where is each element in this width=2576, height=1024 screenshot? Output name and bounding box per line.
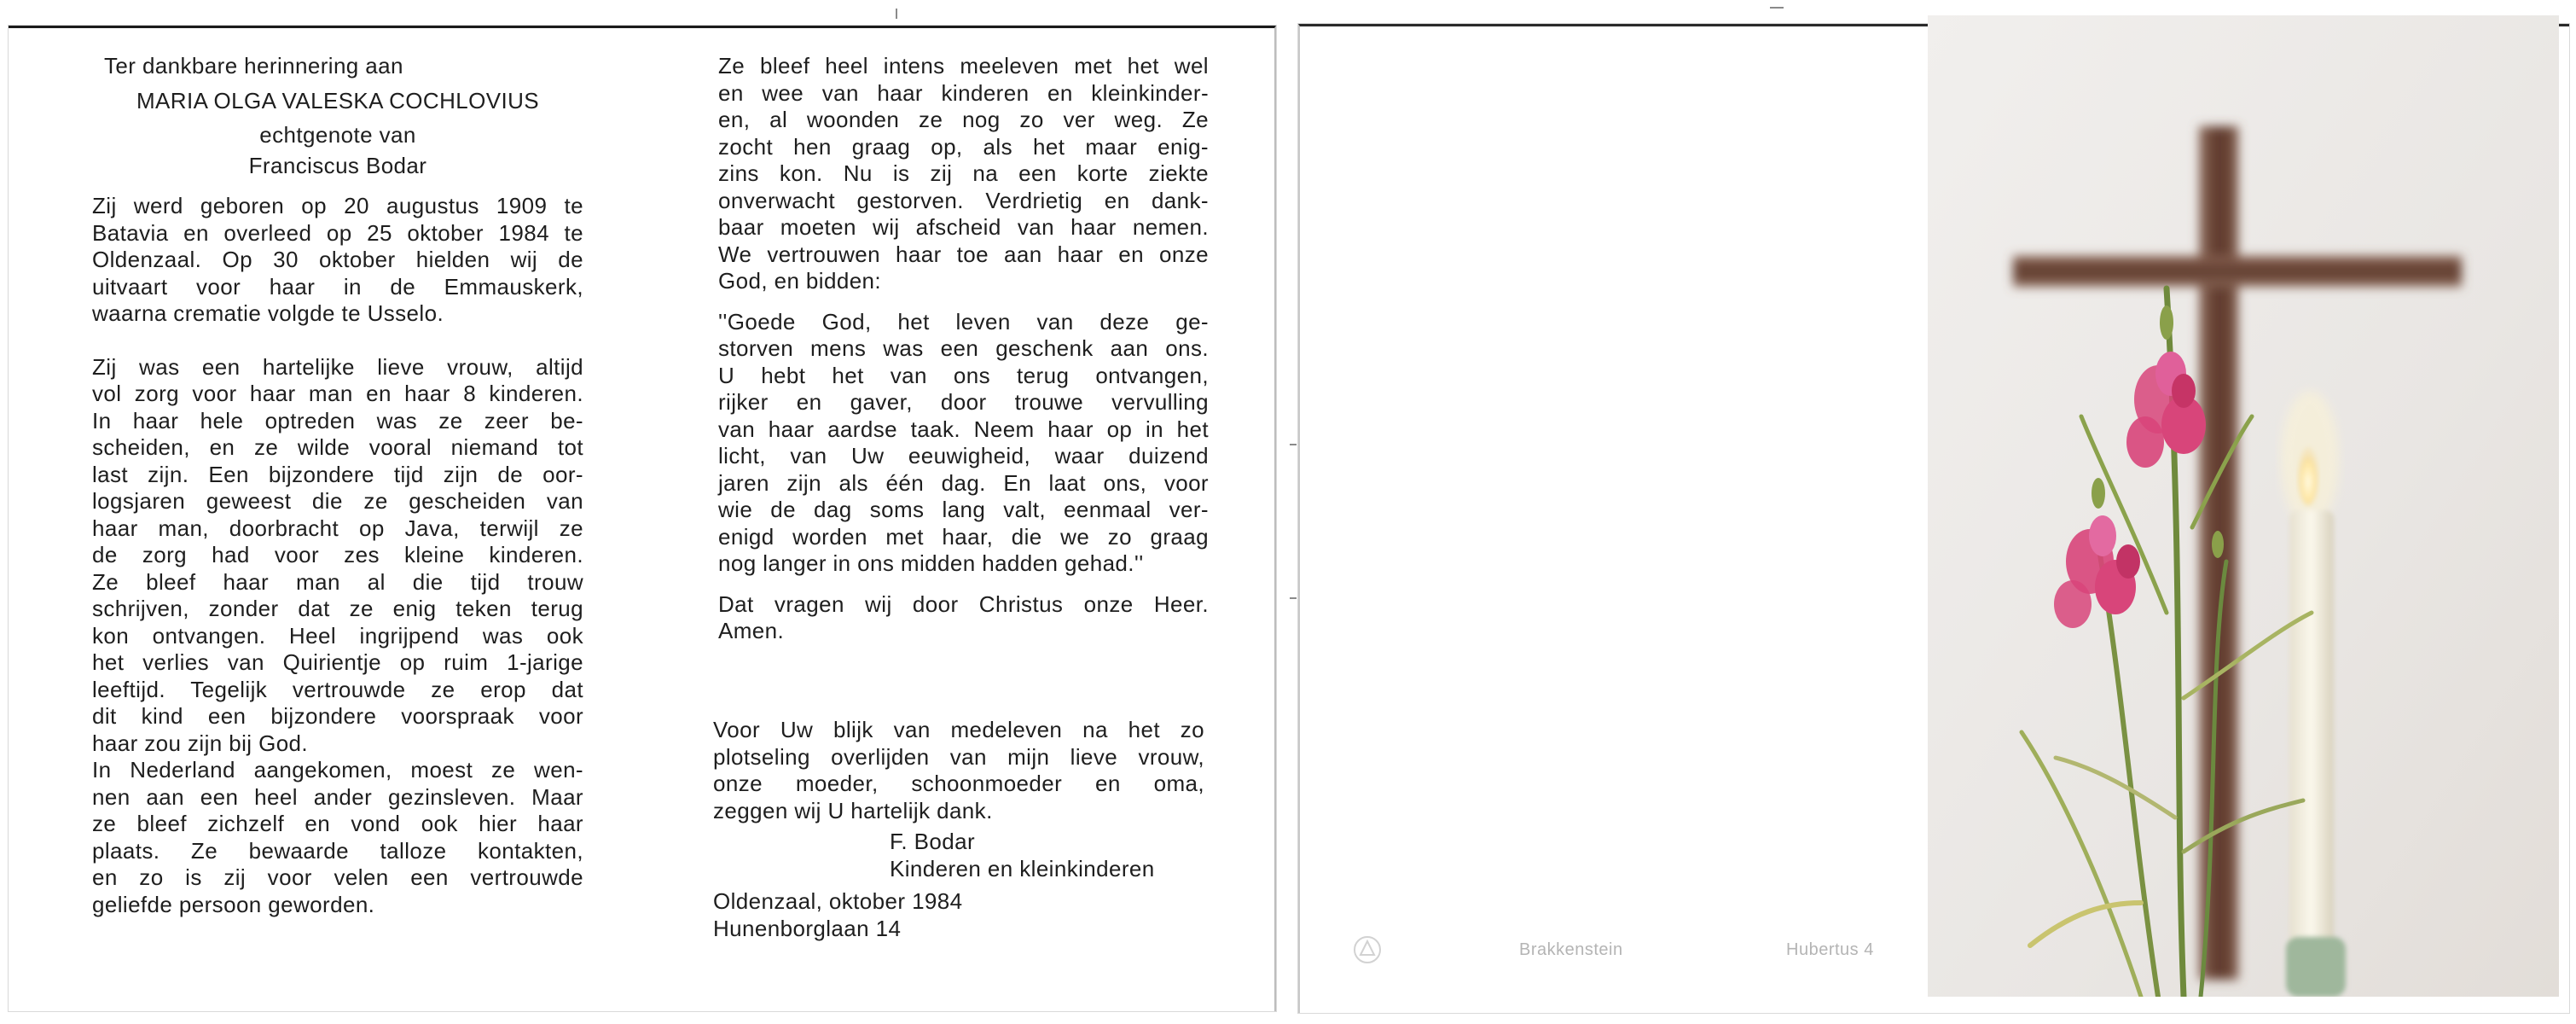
biography-paragraph-2 (92, 354, 583, 919)
publisher-logo-icon (1350, 933, 1384, 971)
crucifix-photo (1928, 15, 2559, 997)
continuation-line: en wee van haar kinderen en kleinkinder- (718, 79, 1209, 106)
scan-mark (896, 9, 897, 19)
prayer-line: U hebt het van ons terug ontvangen, (718, 362, 1209, 388)
scan-mark (1290, 444, 1297, 445)
biography-line: Oldenzaal. Op 30 oktober hielden wij de (92, 247, 583, 272)
biography-line: Ze bleef haar man al die tijd trouw (92, 568, 583, 595)
biography-line: schrijven, zonder dat ze enig teken terug (92, 596, 583, 621)
prayer-line: wie de dag soms lang valt, eenmaal ver- (718, 497, 1209, 522)
publisher-imprint: Brakkenstein (1519, 940, 1623, 959)
biography-line: het verlies van Quirientje op ruim 1-jarige (92, 649, 583, 675)
continuation-line: Ze bleef heel intens meeleven met het wel (718, 53, 1209, 79)
biography-line: scheiden, en ze wilde vooral niemand tot (92, 434, 583, 460)
continuation-line: zins kon. Nu is zij na een korte ziekte (718, 160, 1209, 186)
thanks-block (713, 717, 1204, 942)
text-column-left (92, 53, 583, 918)
prayer-closing-line: Dat vragen wij door Christus onze Heer. (718, 591, 1209, 617)
biography-line: kon ontvangen. Heel ingrijpend was ook (92, 622, 583, 649)
continuation-line: God, en bidden: (718, 268, 882, 294)
biography-line: Zij was een hartelijke lieve vrouw, altijd (92, 353, 583, 380)
prayer-closing-line: Amen. (718, 618, 785, 643)
biography-line: en zo is zij voor velen een vertrouwde (92, 864, 583, 890)
prayer-line: ''Goede God, het leven van deze ge- (718, 308, 1209, 335)
thanks-line: zeggen wij U hartelijk dank. (713, 797, 993, 823)
prayer-line: storven mens was een geschenk aan ons. (718, 335, 1209, 361)
signature-line: F. Bodar (890, 829, 976, 854)
biography-line: geliefde persoon geworden. (92, 891, 375, 917)
spouse-name: Franciscus Bodar (248, 152, 427, 178)
continuation-line: baar moeten wij afscheid van haar nemen. (718, 214, 1209, 240)
deceased-name: MARIA OLGA VALESKA COCHLOVIUS (136, 87, 540, 113)
thanks-paragraph (713, 717, 1204, 824)
relation-line: echtgenote van (259, 122, 416, 148)
continuation-paragraph (718, 53, 1209, 295)
prayer-line: enigd worden met haar, die we zo graag (718, 523, 1209, 550)
biography-line: dit kind een bijzondere voorspraak voor (92, 703, 583, 729)
series-imprint: Hubertus 4 (1786, 940, 1874, 959)
scan-mark (1290, 597, 1297, 599)
biography-line: ze bleef zichzelf en vond ook hier haar (92, 811, 583, 836)
address: Hunenborglaan 14 (713, 915, 902, 941)
scan-mark (1770, 7, 1784, 9)
biography-line: plaats. Ze bewaarde talloze kontakten, (92, 837, 583, 864)
biography-line: waarna crematie volgde te Usselo. (92, 300, 444, 326)
thanks-line: onze moeder, schoonmoeder en oma, (713, 771, 1204, 796)
biography-line: In Nederland aangekomen, moest ze wen- (92, 757, 583, 783)
biography-paragraph (92, 193, 583, 328)
biography-line: nen aan een heel ander gezinsleven. Maar (92, 783, 583, 810)
biography-line: last zijn. Een bijzondere tijd zijn de oor- (92, 461, 583, 487)
prayer-line: nog langer in ons midden hadden gehad.'' (718, 550, 1144, 576)
signature-block (713, 829, 1204, 882)
continuation-line: We vertrouwen haar toe aan haar en onze (718, 241, 1209, 267)
biography-line: uitvaart voor haar in de Emmauskerk, (92, 273, 583, 300)
prayer-line: licht, van Uw eeuwigheid, waar duizend (718, 443, 1209, 468)
biography-line: haar man, doorbracht op Java, terwijl ze (92, 515, 583, 541)
biography-line: In haar hele optreden was ze zeer be- (92, 407, 583, 433)
continuation-line: en, al woonden ze nog zo ver weg. Ze (718, 107, 1209, 132)
prayer-paragraph (718, 309, 1209, 578)
thanks-line: plotseling overlijden van mijn lieve vrouw, (713, 743, 1204, 770)
biography-line: leeftijd. Tegelijk vertrouwde ze erop dat (92, 676, 583, 702)
text-column-right (718, 53, 1209, 645)
prayer-line: rijker en gaver, door trouwe vervulling (718, 389, 1209, 415)
prayer-line: van haar aardse taak. Neem haar op in het (718, 416, 1209, 442)
continuation-line: zocht hen graag op, als het maar enig- (718, 133, 1209, 160)
signature-line: Kinderen en kleinkinderen (890, 855, 1155, 881)
prayer-closing (718, 591, 1209, 645)
biography-line: haar zou zijn bij God. (92, 730, 309, 756)
biography-line: de zorg had voor zes kleine kinderen. (92, 542, 583, 567)
biography-line: Batavia en overleed op 25 oktober 1984 te (92, 219, 583, 246)
continuation-line: onverwacht gestorven. Verdrietig en dank- (718, 187, 1209, 213)
prayer-line: jaren zijn als één dag. En laat ons, voor (718, 469, 1209, 496)
thanks-line: Voor Uw blijk van medeleven na het zo (713, 717, 1204, 742)
intro-line: Ter dankbare herinnering aan (104, 53, 403, 79)
biography-line: logsjaren geweest die ze gescheiden van (92, 488, 583, 514)
biography-line: vol zorg voor haar man en haar 8 kinderen. (92, 381, 583, 406)
biography-line: Zij werd geboren op 20 augustus 1909 te (92, 193, 583, 218)
place-date: Oldenzaal, oktober 1984 (713, 888, 963, 914)
